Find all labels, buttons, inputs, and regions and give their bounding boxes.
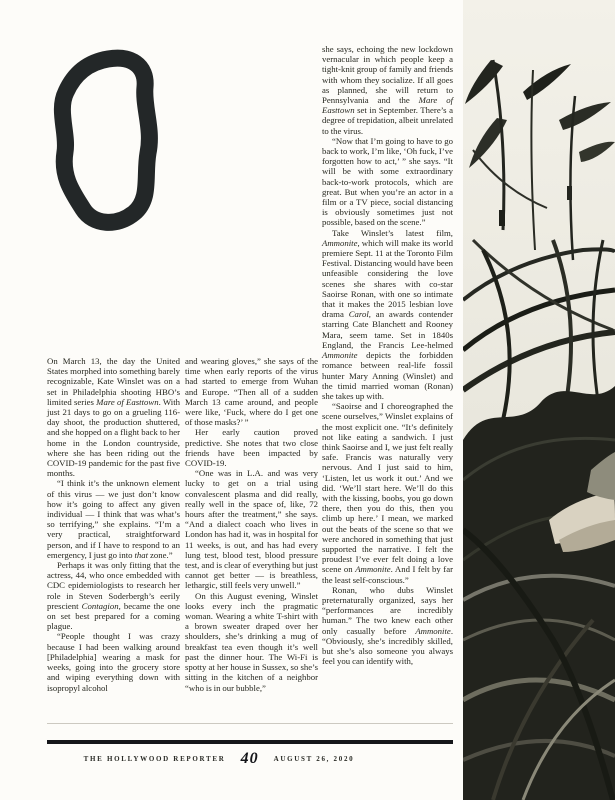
page-number: 40 — [240, 750, 259, 767]
paragraph: she says, echoing the new lockdown vernacular in which people keep a tight-knit group of family and friends with whom they socialize. If all goes as planned, she will return to Pennsylvania and the Mare of Easttown set in September. There’s a degree of trepidation, albeit unrelated to the virus. — [322, 44, 454, 136]
footer-divider-thin — [47, 723, 453, 724]
italic-title: Ammonite — [322, 350, 358, 361]
paragraph: Perhaps it was only fitting that the actress, 44, who once embedded with CDC epidemiologists to research her role in Steven Soderbergh’s eerily prescient Contagion, became the one on set best prepared for a coming plague. — [47, 560, 180, 632]
paragraph: Take Winslet’s latest film, Ammonite, which will make its world premiere Sept. 11 at the Toronto Film Festival. Distancing would have been unfeasible considering the love scenes she shares with co-star Saoirse Ronan, with one so intimate that it makes the 2015 lesbian love drama Carol, an awards contender starring Cate Blanchett and Rooney Mara, seem tame. Set in 1840s England, the Francis Lee-helmed Ammonite depicts the forbidden romance between real-life fossil hunter Mary Anning (Winslet) and the timid married woman (Ronan) she takes up with. — [322, 227, 453, 401]
paragraph: On this August evening, Winslet looks every inch the pragmatic woman. Wearing a white T-shirt with a brown sweater draped over her shoulders, she’s drinking a mug of breakfast tea even though it’s well past the dinner hour. The Wi-Fi is spotty at her house in Sussex, so she’s sitting in the kitchen of a neighbor “who is in our bubble,” — [185, 590, 318, 693]
italic-title: Ammonite — [415, 625, 451, 636]
article-column-2 — [185, 356, 318, 693]
italic-title: Ammonite — [355, 564, 391, 575]
issue-date: AUGUST 26, 2020 — [273, 755, 355, 763]
article-column-3 — [322, 44, 453, 666]
footer-divider-thick — [47, 740, 453, 744]
paragraph: On March 13, the day the United States morphed into something barely recognizable, Kate Winslet was on a set in Philadelphia shooting HBO’s limited series Mare of Easttown. With just 21 days to go on a grueling 116-day shoot, the production shuttered, and she hopped on a flight back to her home in the London countryside, where she has been riding out the COVID-19 pandemic for the past five months. — [47, 356, 180, 479]
italic-title: Mare of Easttown — [96, 396, 159, 407]
paragraph: Ronan, who dubs Winslet preternaturally organized, says her “performances are incredibly human.” The two knew each other only casually before Ammonite. “Obviously, she’s incredibly skilled, but she’s also someone you always feel you can identify with, — [322, 584, 453, 667]
paragraph: “I think it’s the unknown element of this virus — we just don’t know how it’s going to affect any given individual — I think that was what’s so terrifying,” she explains. “I’m a very practical, straightforward person, and if I have to respond to an emergency, I just go into that zone.” — [47, 478, 180, 560]
article-column-1 — [47, 356, 180, 693]
paragraph: “Saoirse and I choreographed the scene ourselves,” Winslet explains of the most explicit one. “It’s definitely not like eating a sandwich. I just think Saoirse and I, we just felt really safe. Francis was naturally very nervous. And I just said to him, ‘Listen, let us work it out.’ And we did. ‘We’ll start here. We’ll do this with the kissing, boobs, you go down there, then you do this, then you climb up here.’ I mean, we marked out the beats of the scene so that we were anchored in something that just supported the narrative. I felt the proudest I’ve ever felt doing a love scene on Ammonite. And I felt by far the least self-conscious.” — [322, 401, 453, 585]
magazine-name: THE HOLLYWOOD REPORTER — [83, 755, 226, 763]
paragraph: “One was in L.A. and was very lucky to get on a trial using convalescent plasma and did really, really well in the space of, like, 72 hours after the treatment,” she says. “And a dialect coach who lives in London has had it, was in hospital for 11 weeks, is out, and has had every lung test, blood test, blood pressure test, and is clear of everything but just cannot get better — is breathless, lethargic, still feels very unwell.” — [185, 468, 318, 591]
italic-title: Ammonite — [322, 237, 358, 248]
italic-title: Contagion — [81, 600, 119, 611]
paragraph: and wearing gloves,” she says of the time when early reports of the virus had started to emerge from Wuhan and Europe. “Then all of a sudden March 13 came around, and people were like, ‘Fuck, where do I get one of those masks?’ ” — [185, 356, 318, 428]
ink-loop-graphic — [50, 48, 163, 240]
paragraph: Her early caution proved predictive. She notes that two close friends have been impacted by COVID-19. — [185, 427, 318, 469]
italic-title: Carol — [348, 309, 369, 320]
page-footer — [47, 749, 391, 769]
grass-photo — [463, 0, 615, 800]
paragraph: “Now that I’m going to have to go back to work, I’m like, ‘Oh fuck, I’ve forgotten how to act,’ ” she says. “It will be with some extraordinary back-to-work protocols, which are great. But when you’re an actor in a film or a TV piece, social distancing is obviously sometimes just not possible, based on the scene.” — [322, 135, 453, 228]
italic-title: that — [134, 549, 149, 560]
italic-title: Mare of Easttown — [322, 95, 454, 116]
paragraph: “People thought I was crazy because I had been walking around [Philadelphia] wearing a mask for weeks, going into the grocery store and wiping everything down with isopropyl alcohol — [47, 631, 180, 693]
